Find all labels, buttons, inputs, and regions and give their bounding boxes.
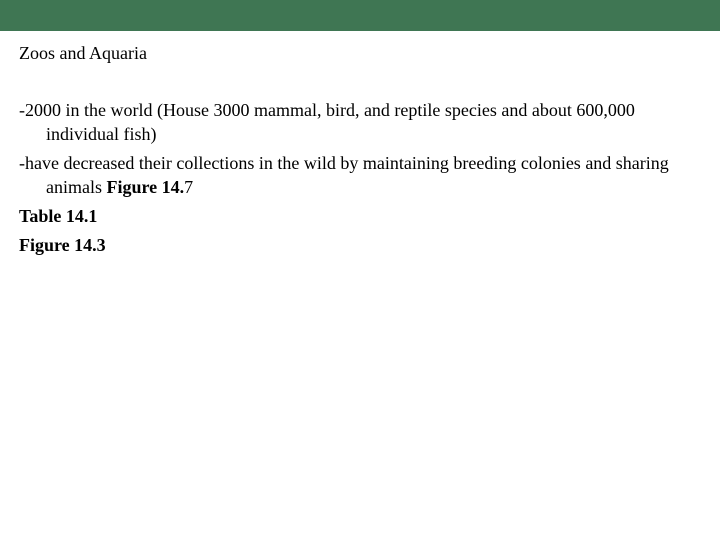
figure-reference-tail: 7 [184, 177, 194, 197]
bullet-breeding-colonies [19, 151, 709, 199]
top-accent-bar [0, 0, 720, 31]
bullet-zoo-count-text: -2000 in the world (House 3000 mammal, bird, and reptile species and about 600,000 individual fish) [19, 100, 635, 144]
figure-reference: Figure 14. [106, 177, 185, 197]
table-reference: Table 14.1 [19, 206, 98, 226]
figure-reference-line: Figure 14.3 [19, 235, 106, 255]
slide-title: Zoos and Aquaria [19, 43, 147, 63]
bullet-zoo-count [19, 98, 709, 146]
bullet-breeding-colonies-text: -have decreased their collections in the wild by maintaining breeding colonies and sharing animals [19, 153, 669, 197]
slide-body [19, 98, 709, 262]
